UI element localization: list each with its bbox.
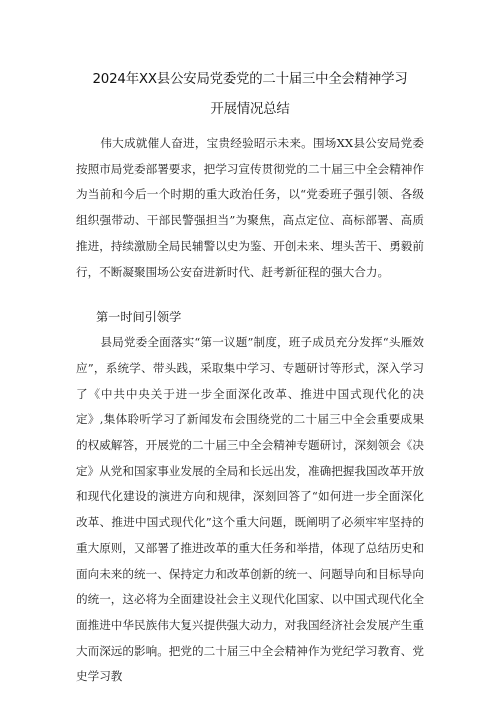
- intro-paragraph: 伟大成就催人奋进，宝贵经验昭示未来。围场XX县公安局党委按照市局党委部署要求，把学习宣传贯彻党的二十届三中全会精神作为当前和今后一个时期的重大政治任务，以“党委班子强引领、各级组织强带动、干部民警强担当”为聚焦，高点定位、高标部署、高质推进，持续激励全局民辅警以史为鉴、开创未来、埋头苦干、勇毅前行，不断凝聚围场公安奋进新时代、赶考新征程的强大合力。: [76, 136, 424, 279]
- section-heading: 第一时间引领学: [96, 310, 182, 325]
- section-paragraph: 县局党委全面落实“第一议题”制度，班子成员充分发挥“头雁效应”，系统学、带头践，采取集中学习、专题研讨等形式，深入学习了《中共中央关于进一步全面深化改革、推进中国式现代化的决定》,集体聆听学习了新闻发布会围绕党的二十届三中全会重要成果的权威解答，开展党的二十届三中全会精神专题研讨，深刻领会《决定》从党和国家事业发展的全局和长远出发，准确把握我国改革开放和现代化建设的演进方向和规律，深刻回答了“如何进一步全面深化改革、推进中国式现代化”这个重大问题，既阐明了必须牢牢坚持的重大原则，又部署了推进改革的重大任务和举措，体现了总结历史和面向未来的统一、保持定力和改革创新的统一、问题导向和目标导向的统一，这必将为全面建设社会主义现代化国家、以中国式现代化全面推进中华民族伟大复兴提供强大动力，对我国经济社会发展产生重大而深远的影响。把党的二十届三中全会精神作为党纪学习教育、党史学习教: [76, 335, 424, 684]
- document-title-line1: 2024年XX县公安局党委党的二十届三中全会精神学习: [92, 72, 408, 87]
- document-title-line2: 开展情况总结: [210, 102, 290, 117]
